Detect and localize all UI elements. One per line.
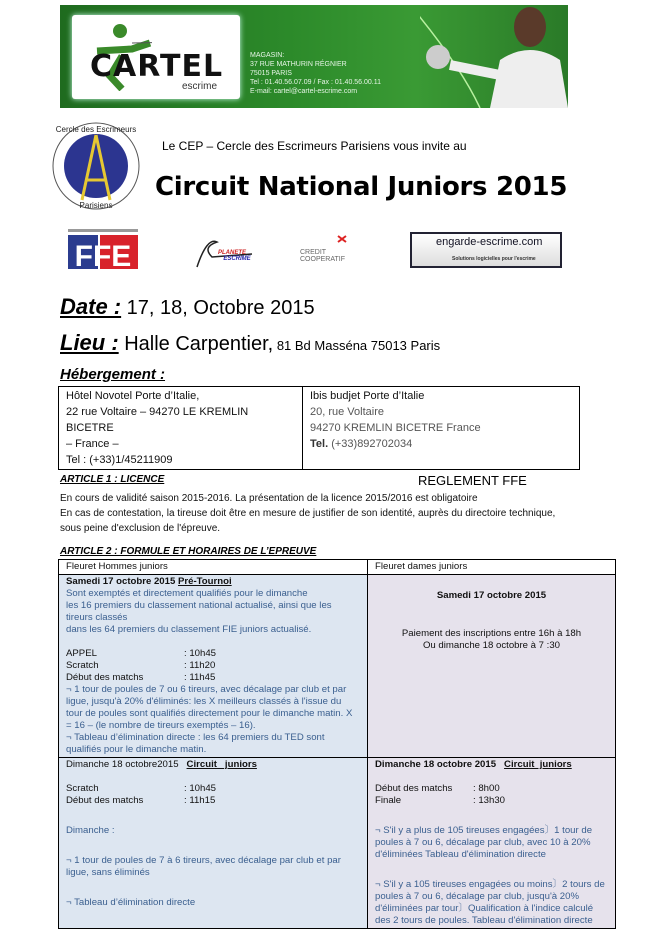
text-line: Ou dimanche 18 octobre à 7 :30 [422, 640, 561, 651]
rule-text: ¬ 1 tour de poules de 7 ou 6 tireurs, avec décalage par club et par ligue, jusqu'à 20% d'éliminés: les X meilleurs classés à l'issue du tour de poules sont qualifiés directement pour le dimanche matin. X = 16 – (le nombre de tireurs exemptés – 16). [66, 684, 353, 731]
engarde-name: engarde-escrime.com [436, 236, 543, 248]
hotel-line: 94270 KREMLIN BICETRE France [310, 422, 481, 434]
time-label: Début des matchs [375, 783, 453, 794]
text-line: Dimanche : [66, 825, 115, 836]
hotel-line [310, 436, 572, 452]
date-value: 17, 18, Octobre 2015 [121, 297, 315, 319]
invitation-text: Le CEP – Cercle des Escrimeurs Parisiens vous invite au [162, 139, 467, 153]
women-sunday [368, 758, 616, 929]
text-line: En cas de contestation, la tireuse doit être en mesure de justifier de son identité, auprès du directoire technique, [60, 508, 556, 519]
event-label: Pré-Tournoi [178, 576, 232, 587]
engarde-escrime-logo [410, 232, 562, 268]
hotel-ibis [303, 387, 580, 470]
hotel-line: – France – [66, 438, 119, 450]
schedule-table [58, 559, 616, 929]
hotels-table [58, 386, 580, 470]
rule-text: ¬ S'il y a 105 tireuses engagées ou moins〕2 tours de poules à 7 ou 6, décalage par club, jusqu'à 20% d'éliminées par tour〕Qualification à l'indice calculé des 2 tours de poules. Tableau d'élimination directe [375, 879, 605, 926]
time-label: APPEL [66, 648, 97, 659]
event-label: Circuit juniors [186, 759, 257, 770]
time-label: Finale [375, 795, 402, 806]
header-men: Fleuret Hommes juniors [59, 560, 368, 575]
hotel-line: 22 rue Voltaire – 94270 LE KREMLIN BICETRE [66, 406, 249, 434]
date-label: Date : [60, 294, 122, 319]
credit-cooperatif-logo [298, 232, 358, 266]
svg-text:ESCRIME: ESCRIME [223, 256, 251, 262]
event-date [60, 294, 315, 320]
time-value: : 11h45 [184, 672, 216, 683]
cep-club-logo [52, 120, 140, 212]
time-label: Début des matchs [66, 672, 144, 683]
women-saturday [368, 575, 616, 758]
svg-text:PLANETE: PLANETE [217, 250, 247, 256]
hotel-line: Ibis budjet Porte d’Italie [310, 390, 425, 402]
svg-text:Cercle des Escrimeurs: Cercle des Escrimeurs [55, 125, 137, 134]
reglement-label: REGLEMENT FFE [418, 473, 527, 488]
article1-title: ARTICLE 1 : LICENCE [60, 474, 165, 485]
time-value: : 10h45 [184, 648, 217, 659]
hotel-novotel [59, 387, 303, 470]
page-title: Circuit National Juniors 2015 [155, 172, 568, 202]
day-label: Samedi 17 octobre 2015 [436, 590, 547, 601]
venue-address: 81 Bd Masséna 75013 Paris [273, 338, 441, 353]
cartel-banner [60, 5, 568, 108]
time-value: : 10h45 [184, 783, 217, 794]
venue-name: Halle Carpentier, [118, 333, 274, 355]
event-venue [60, 330, 440, 356]
tel-value: (+33)892702034 [331, 438, 413, 450]
ffe-logo [68, 229, 138, 269]
men-sunday [59, 758, 368, 929]
rule-text: ¬ 1 tour de poules de 7 à 6 tireurs, avec décalage par club et par ligue, sans éliminés [66, 855, 341, 878]
text-line: Sont exemptés et directement qualifiés pour le dimanche [66, 588, 308, 599]
planete-escrime-logo [192, 232, 258, 270]
text-line: sous peine d'exclusion de l'épreuve. [60, 523, 221, 534]
svg-text:Parisiens: Parisiens [79, 201, 113, 210]
shop-address: MAGASIN: 37 RUE MATHURIN RÉGNIER 75015 PARIS Tel : 01.40.56.07.09 / Fax : 01.40.56.00.11 E-mail: cartel@cartel-escrime.com [250, 52, 382, 95]
article2-title: ARTICLE 2 : FORMULE ET HORAIRES DE L’EPREUVE [60, 546, 317, 557]
accommodation-heading: Hébergement : [60, 366, 166, 383]
cartel-wordmark: CARTEL [90, 49, 224, 84]
header-women: Fleuret dames juniors [368, 560, 616, 575]
svg-text:COOPERATIF: COOPERATIF [300, 256, 345, 263]
text-line: dans les 64 premiers du classement FIE juniors actualisé. [66, 624, 312, 635]
rule-text: ¬ Tableau d’élimination directe [66, 897, 196, 908]
time-value: : 11h20 [184, 660, 216, 671]
hotel-line: Hôtel Novotel Porte d’Italie, [66, 390, 200, 402]
day-label: Dimanche 18 octobre 2015 [375, 759, 497, 770]
fencer-photo [420, 5, 568, 108]
venue-label: Lieu : [60, 330, 119, 355]
licence-text [60, 491, 555, 536]
cartel-logo [72, 15, 240, 99]
time-label: Scratch [66, 660, 99, 671]
engarde-tagline: Solutions logicielles pour l'escrime [452, 256, 536, 262]
day-label: Samedi 17 octobre 2015 [66, 576, 176, 587]
rule-text: ¬ S'il y a plus de 105 tireuses engagées〕1 tour de poules à 7 ou 6, décalage par club, avec 10 à 20% d'éliminées Tableau d'élimination directe [375, 825, 593, 860]
svg-text:FFE: FFE [74, 240, 132, 269]
tel-label: Tel. [310, 438, 329, 450]
text-line: Paiement des inscriptions entre 16h à 18h [401, 628, 582, 639]
cartel-subtitle: escrime [182, 81, 218, 92]
time-label: Scratch [66, 783, 99, 794]
text-line: En cours de validité saison 2015-2016. La présentation de la licence 2015/2016 est obligatoire [60, 493, 478, 504]
hotel-line: 20, rue Voltaire [310, 406, 384, 418]
time-value: : 8h00 [473, 783, 500, 794]
rule-text: ¬ Tableau d’élimination directe : les 64 premiers du TED sont qualifiés pour le dimanche matin. [66, 732, 325, 755]
hotel-line: Tel : (+33)1/45211909 [66, 454, 173, 466]
time-value: : 13h30 [473, 795, 506, 806]
time-value: : 11h15 [184, 795, 216, 806]
day-label: Dimanche 18 octobre2015 [66, 759, 179, 770]
svg-text:CREDIT: CREDIT [300, 249, 327, 256]
text-line: les 16 premiers du classement national actualisé, ainsi que les tireurs classés [66, 600, 332, 623]
men-saturday [59, 575, 368, 758]
time-label: Début des matchs [66, 795, 144, 806]
event-label: Circuit juniors [504, 759, 572, 770]
